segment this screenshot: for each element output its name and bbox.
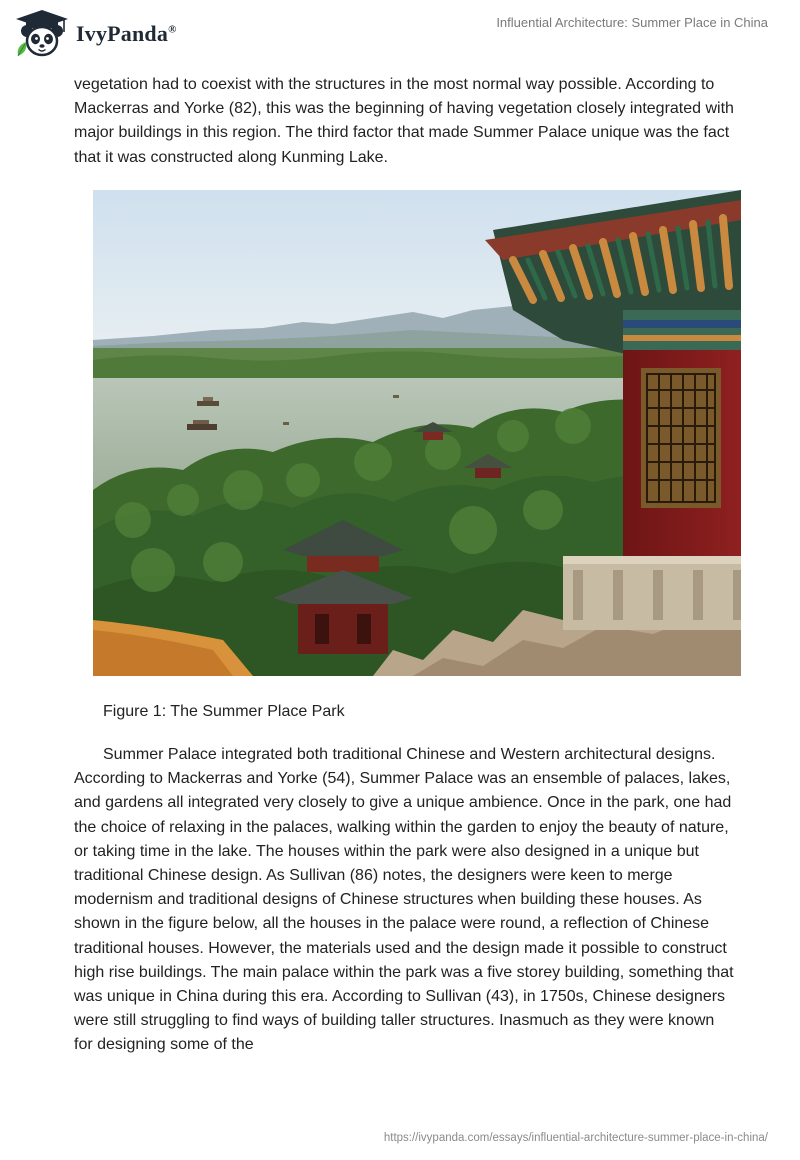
figure-caption: Figure 1: The Summer Place Park <box>103 703 345 720</box>
body-paragraph-2: Summer Palace integrated both traditional Chinese and Western architectural designs. According to Mackerras and Yorke (54), Summer Palace was an ensemble of palaces, lakes, and gardens all integrated very closely to give a unique ambience. Once in the park, one had the choice of relaxing in the palaces, walking within the garden to enjoy the beauty of nature, or taking time in the lake. The houses within the park were also designed in a unique but traditional Chinese design. As Sullivan (86) notes, the designers were keen to merge modernism and traditional designs of Chinese structures when building these houses. As shown in the figure below, all the houses in the palace were round, a reflection of Chinese traditional houses. However, the materials used and the design made it possible to construct high rise buildings. The main palace within the park was a five storey building, something that was unique in China during this era. According to Sullivan (43), in 1750s, Chinese designers were still struggling to find ways of building taller structures. Inasmuch as they were known for designing some of the <box>74 746 734 1054</box>
brand-name: IvyPanda® <box>76 21 177 46</box>
panda-graduate-icon <box>14 8 70 60</box>
body-paragraph-1: vegetation had to coexist with the structures in the most normal way possible. According to Mackerras and Yorke (82), this was the beginning of having vegetation closely integrated with major buildings in this region. The third factor that made Summer Palace unique was the fact that it was constructed along Kunming Lake. <box>74 76 734 166</box>
landscape-illustration <box>93 190 741 676</box>
ivypanda-logo[interactable] <box>14 8 177 60</box>
source-url[interactable]: https://ivypanda.com/essays/influential-architecture-summer-place-in-china/ <box>383 1132 768 1144</box>
summer-palace-photo <box>93 190 741 676</box>
registered-mark: ® <box>168 23 177 36</box>
document-title: Influential Architecture: Summer Place in China <box>496 15 768 30</box>
page-header <box>0 0 800 70</box>
